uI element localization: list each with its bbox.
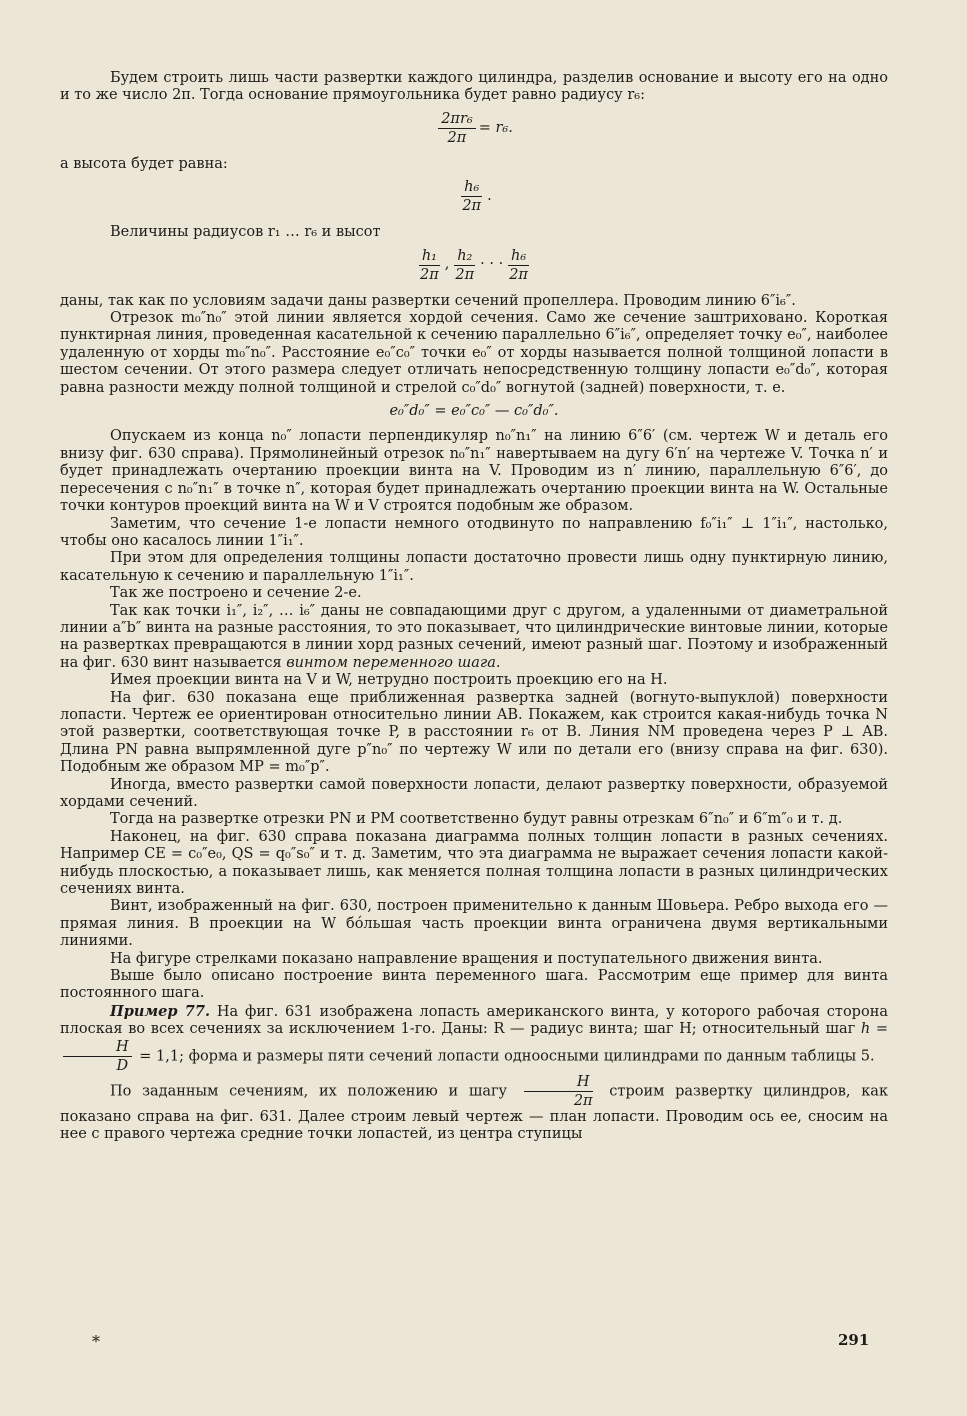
formula-thickness: e₀″d₀″ = e₀″c₀″ — c₀″d₀″.	[389, 403, 559, 420]
paragraph: Опускаем из конца n₀″ лопасти перпендикуляр n₀″n₁″ на линию 6″6′ (см. чертеж W и деталь его внизу фиг. 630 справа). Прямолинейный отрезок n₀″n₁″ навертываем на дугу 6′n′ на чертеже V. Точка n′ и будет принадлежать очертанию проекции винта на V. Проводим из n′ линию, параллельную 6″6′, до пересечения с n₀″n₁″ в точке n″, которая будет принадлежать очертанию проекции винта на W. Остальные точки контуров проекций винта на W и V строятся подобным же образом.	[60, 428, 888, 515]
emphasis-term: винтом переменного шага.	[286, 654, 501, 671]
fraction: $\frac{H}{D}$	[63, 1039, 132, 1074]
paragraph: Выше было описано построение винта переменного шага. Рассмотрим еще пример для винта постоянного шага.	[60, 968, 888, 1002]
page-number: 291	[838, 1331, 870, 1349]
formula-heights-list: $\frac{\text{h₁}}{2\pi}$ , $\frac{\text{h₂}}{2\pi}$ · · · $\frac{\text{h₆}}{2\pi}$	[60, 248, 888, 283]
paragraph: Будем строить лишь части развертки каждого цилиндра, разделив основание и высоту его на одно и то же число 2π. Тогда основание прямоугольника будет равно радиусу r₆:	[60, 70, 888, 104]
paragraph: На фигуре стрелками показано направление вращения и поступательного движения винта.	[110, 950, 823, 967]
paragraph: Отрезок m₀″n₀″ этой линии является хордой сечения. Само же сечение заштриховано. Короткая пунктирная линия, проведенная касательной к сечению параллельно 6″i₆″, определяет точку e₀″, наиболее удаленную от хорды m₀″n₀″. Расстояние e₀″c₀″ точки e₀″ от хорды называется полной толщиной лопасти в шестом сечении. От этого размера следует отличать непосредственную толщину лопасти e₀″d₀″, которая равна разности между полной толщиной и стрелой c₀″d₀″ вогнутой (задней) поверхности, т. е.	[60, 310, 888, 396]
paragraph: При этом для определения толщины лопасти достаточно провести лишь одну пунктирную линию, касательную к сечению и параллельную 1″i₁″.	[60, 550, 888, 584]
page-text	[60, 70, 888, 1144]
paragraph: Винт, изображенный на фиг. 630, построен применительно к данным Шовьера. Ребро выхода его — прямая линия. В проекции на W бóльшая часть проекции винта ограничена двумя вертикальными линиями.	[60, 898, 888, 950]
paragraph: По заданным сечениям, их положению и шагу $\frac{H}{2\pi}$ строим развертку цилиндров, как показано справа на фиг. 631. Далее строим левый чертеж — план лопасти. Проводим ось ее, сносим на нее с правого чертежа средние точки лопастей, из центра ступицы	[60, 1073, 889, 1143]
paragraph: Заметим, что сечение 1-е лопасти немного отодвинуто по направлению f₀″i₁″ ⊥ 1″i₁″, настолько, чтобы оно касалось линии 1″i₁″.	[60, 515, 888, 549]
paragraph-example: Пример 77. На фиг. 631 изображена лопасть американского винта, у которого рабочая сторона плоская во всех сечениях за исключением 1-го. Даны: R — радиус винта; шаг H; относительный шаг h = $\frac{H}{D}$ = 1,1; форма и размеры пяти сечений лопасти одноосными цилиндрами по данным таблицы 5.	[60, 1002, 889, 1074]
paragraph: а высота будет равна:	[60, 155, 228, 172]
paragraph: Наконец, на фиг. 630 справа показана диаграмма полных толщин лопасти в разных сечениях. Например CE = c₀″e₀, QS = q₀″s₀″ и т. д. Заметим, что эта диаграмма не выражает сечения лопасти какой-нибудь плоскостью, а показывает лишь, как меняется полная толщина лопасти в разных цилиндрических сечениях винта.	[60, 828, 888, 898]
footer-mark: *	[92, 1332, 100, 1351]
formula-radius: $\frac{\text{2πr₆}}{2\pi}$ = r₆.	[60, 111, 888, 146]
paragraph: Величины радиусов r₁ … r₆ и высот	[110, 224, 381, 241]
paragraph: Иногда, вместо развертки самой поверхности лопасти, делают развертку поверхности, образуемой хордами сечений.	[60, 776, 888, 810]
fraction: $\frac{\text{h₂}}{2\pi}$	[455, 247, 475, 283]
formula-height: $\frac{\text{h₆}}{2\pi}$ .	[60, 179, 888, 214]
paragraph: На фиг. 630 показана еще приближенная развертка задней (вогнуто-выпуклой) поверхности лопасти. Чертеж ее ориентирован относительно линии AB. Покажем, как строится какая-нибудь точка N этой развертки, соответствующая точке P, в расстоянии r₆ от B. Линия NM проведена через P ⊥ AB. Длина PN равна выпрямленной дуге p″n₀″ по чертежу W или по детали его (внизу справа на фиг. 630). Подобным же образом MP = m₀″p″.	[60, 689, 888, 776]
fraction: $\frac{\text{h₁}}{2\pi}$	[420, 247, 439, 283]
paragraph: Так же построено и сечение 2-е.	[110, 585, 362, 602]
fraction: $\frac{\text{h₆}}{2\pi}$	[509, 247, 528, 283]
fraction: $\frac{H}{2\pi}$	[521, 1074, 596, 1109]
example-label: Пример 77.	[110, 1002, 211, 1020]
fraction: $\frac{\text{2πr₆}}{2\pi}$	[438, 111, 476, 146]
fraction: $\frac{\text{h₆}}{2\pi}$	[462, 179, 482, 215]
paragraph: Так как точки i₁″, i₂″, … i₆″ даны не совпадающими друг с другом, а удаленными от диаметральной линии a″b″ винта на разные расстояния, то это показывает, что цилиндрические винтовые линии, которые на развертках превращаются в линии хорд разных сечений, имеют разный шаг. Поэтому и изображенный на фиг. 630 винт называется винтом переменного шага.	[60, 602, 888, 671]
paragraph: даны, так как по условиям задачи даны развертки сечений пропеллера. Проводим линию 6″i₆″.	[60, 292, 796, 309]
paragraph: Имея проекции винта на V и W, нетрудно построить проекцию его на H.	[110, 672, 668, 689]
paragraph: Тогда на развертке отрезки PN и PM соответственно будут равны отрезкам 6″n₀″ и 6″m″₀ и т. д.	[110, 811, 843, 828]
